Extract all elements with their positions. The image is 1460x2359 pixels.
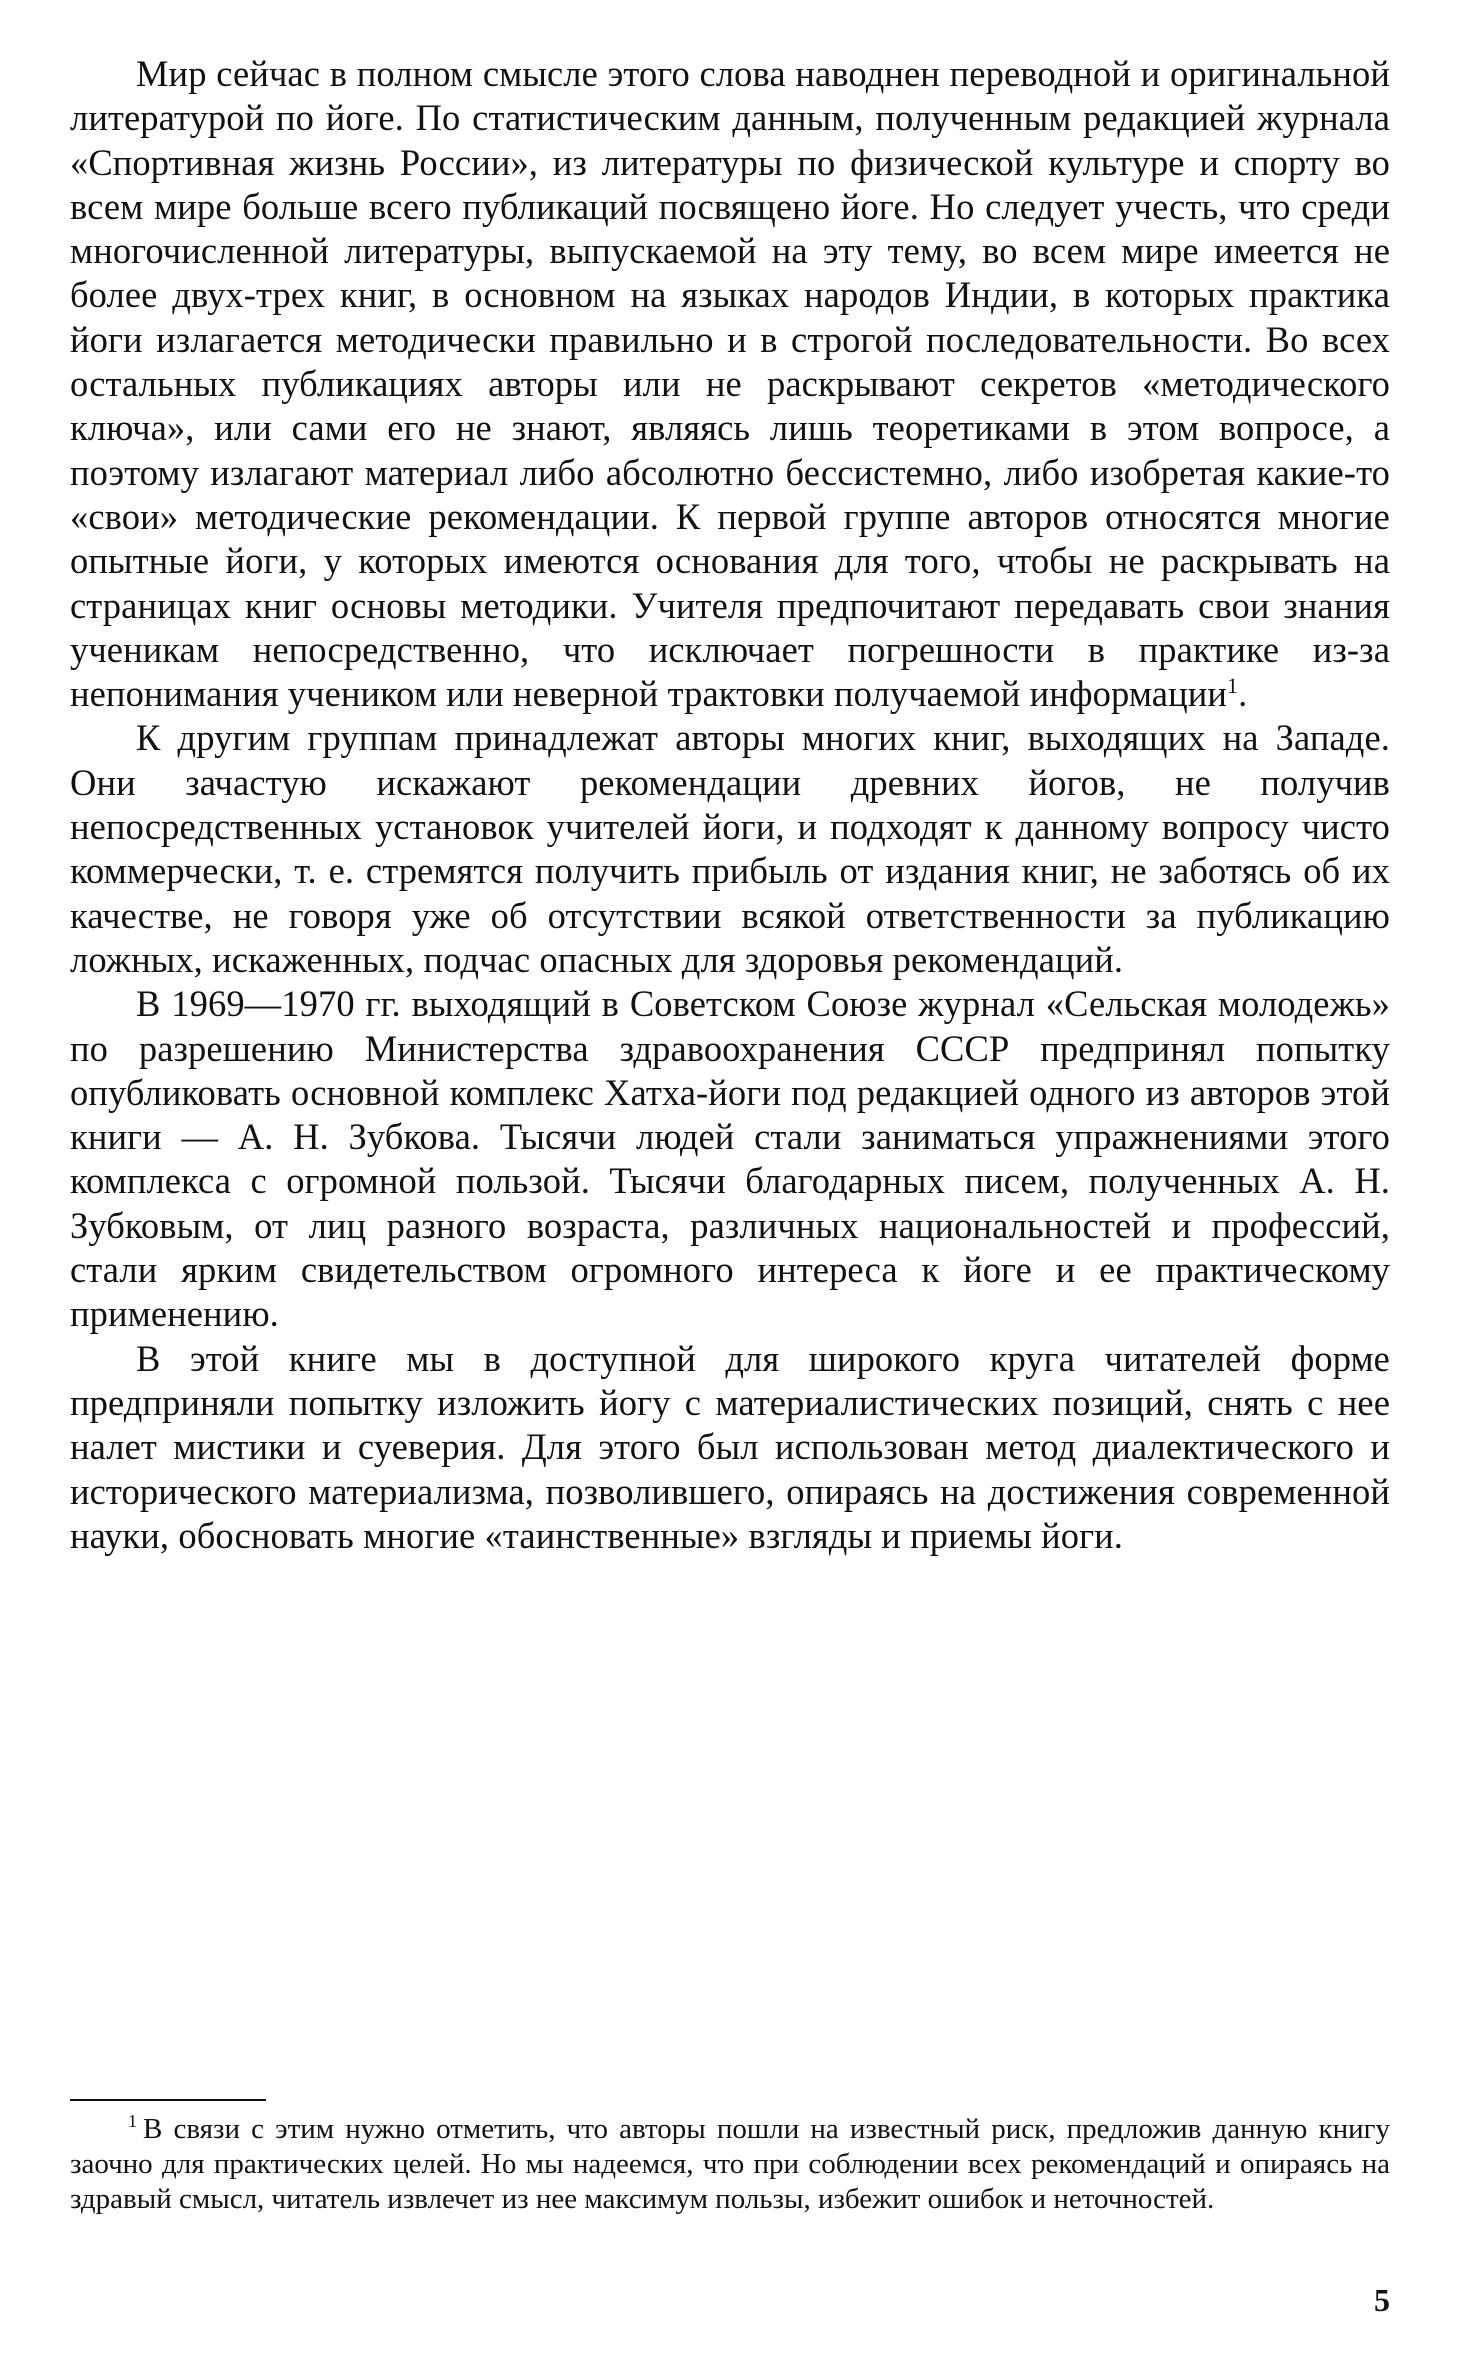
paragraph-4 [70, 1337, 1390, 1558]
paragraph-1-tail: . [1238, 673, 1248, 715]
paragraph-4-text: В этой книге мы в доступной для широкого круга читателей форме предприняли попытку изложить йогу с материалистических позиций, снять с нее налет мистики и суеверия. Для этого был использован метод диалектического и исторического материализма, позволившего, опираясь на достижения современной науки, обосновать многие «таинственные» взгляды и приемы йоги. [70, 1337, 1390, 1556]
paragraph-2 [70, 716, 1390, 982]
footnote-text: В связи с этим нужно отметить, что авторы пошли на известный риск, предложив данную книгу заочно для практических целей. Но мы надеемся, что при соблюдении всех рекомендаций и опираясь на здравый смысл, читатель извлечет из нее максимум пользы, избежит ошибок и неточностей. [70, 2113, 1390, 2215]
footnote-divider [70, 2099, 266, 2101]
paragraph-3-text: В 1969—1970 гг. выходящий в Советском Союзе журнал «Сельская молодежь» по разрешению Министерства здравоохранения СССР предпринял попытку опубликовать основной комплекс Хатха-йоги под редакцией одного из авторов этой книги — А. Н. Зубкова. Тысячи людей стали заниматься упражнениями этого комплекса с огромной пользой. Тысячи благодарных писем, полученных А. Н. Зубковым, от лиц разного возраста, различных национальностей и профессий, стали ярким свидетельством огромного интереса к йоге и ее практическому применению. [70, 983, 1390, 1335]
paragraph-3 [70, 982, 1390, 1336]
paragraph-1-text: Мир сейчас в полном смысле этого слова наводнен переводной и оригинальной литературой по йоге. По статистическим данным, полученным редакцией журнала «Спортивная жизнь России», из литературы по физической культуре и спорту во всем мире больше всего публикаций посвящено йоге. Но следует учесть, что среди многочисленной литературы, выпускаемой на эту тему, во всем мире имеется не более двух-трех книг, в основном на языках народов Индии, в которых практика йоги излагается методически правильно и в строгой последовательности. Во всех остальных публикациях авторы или не раскрывают секретов «методического ключа», или сами его не знают, являясь лишь теоретиками в этом вопросе, а поэтому излагают материал либо абсолютно бессистемно, либо изобретая какие-то «свои» методические рекомендации. К первой группе авторов относятся многие опытные йоги, у которых имеются основания для того, чтобы не раскрывать на страницах книг основы методики. Учителя предпочитают передавать свои знания ученикам непосредственно, что исключает погрешности в практике из-за непонимания учеником или неверной трактовки получаемой информации [70, 53, 1390, 715]
paragraph-1 [70, 52, 1390, 716]
page-number: 5 [1374, 2282, 1390, 2318]
footnote [70, 2112, 1390, 2217]
paragraph-2-text: К другим группам принадлежат авторы многих книг, выходящих на Западе. Они зачастую искажают рекомендации древних йогов, не получив непосредственных установок учителей йоги, и подходят к данному вопросу чисто коммерчески, т. е. стремятся получить прибыль от издания книг, не заботясь об их качестве, не говоря уже об отсутствии всякой ответственности за публикацию ложных, искаженных, подчас опасных для здоровья рекомендаций. [70, 717, 1390, 980]
footnote-reference: 1 [1226, 673, 1239, 698]
footnote-marker: 1 [128, 2111, 137, 2132]
page-body [70, 52, 1390, 1558]
